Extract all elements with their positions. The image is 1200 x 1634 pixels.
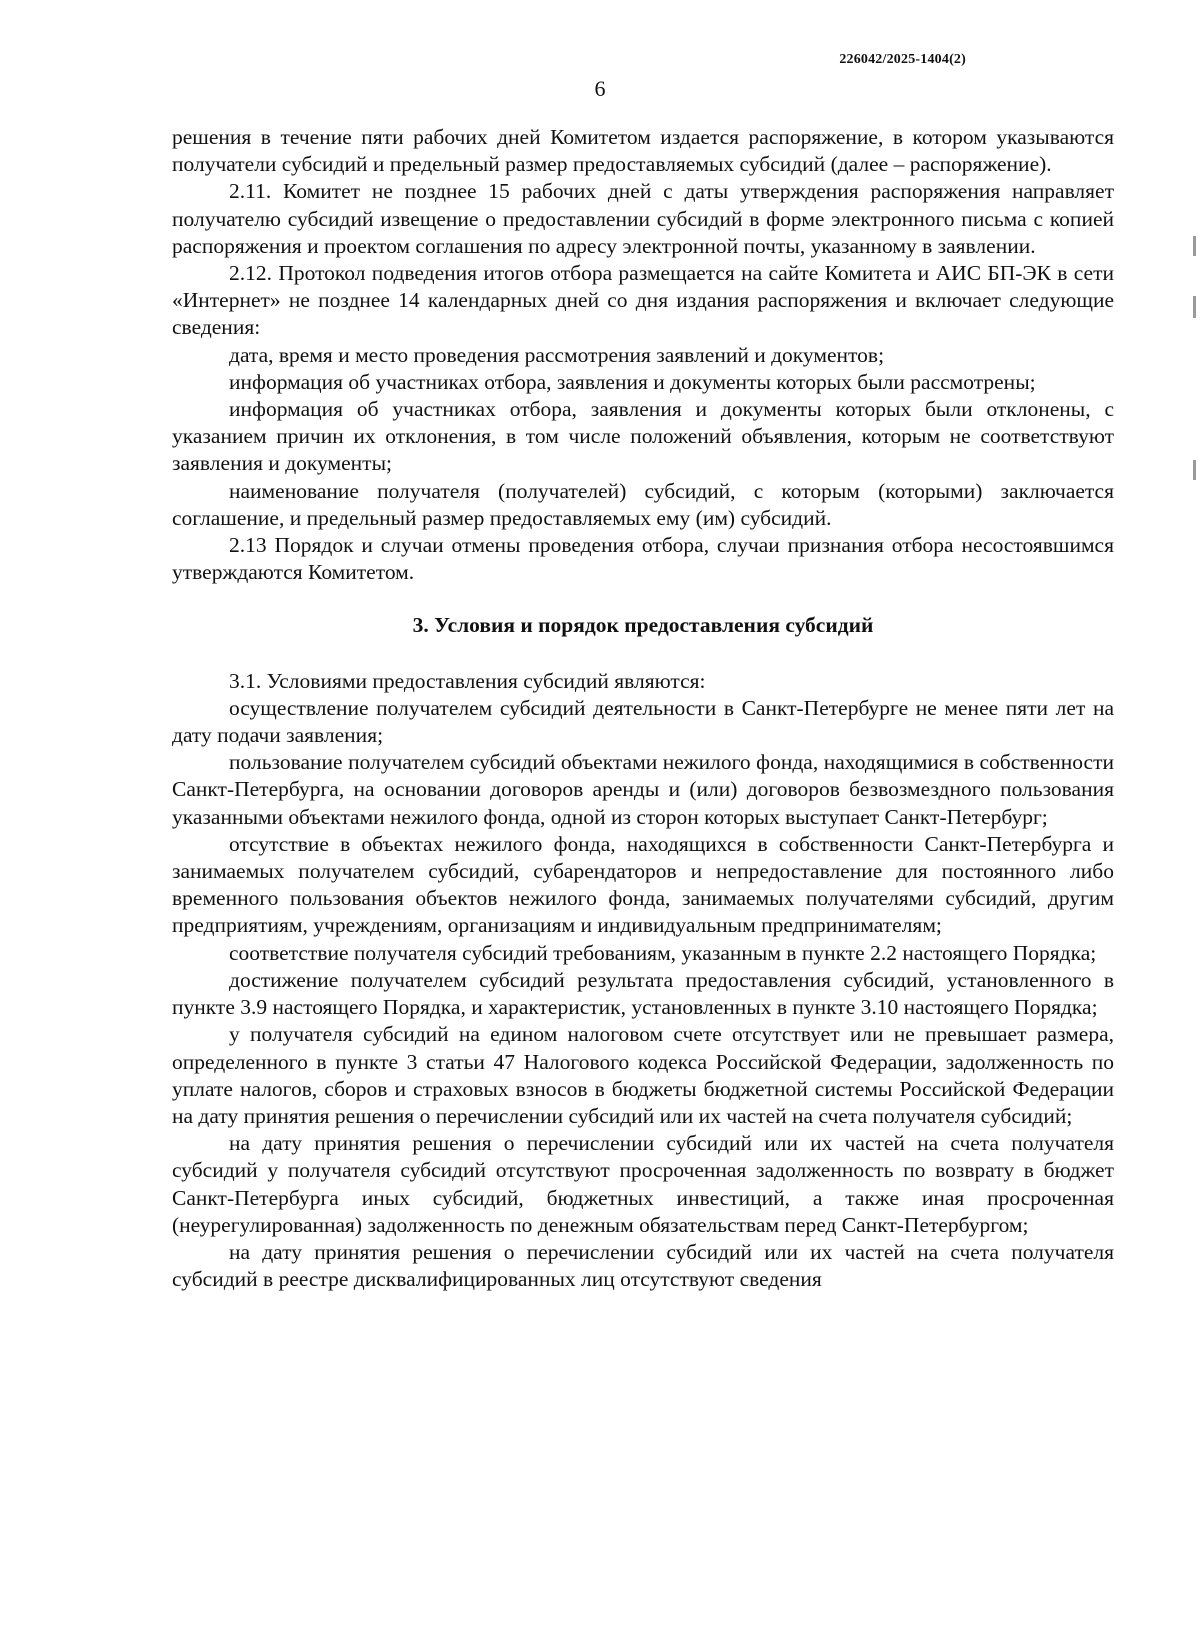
document-body	[172, 124, 1114, 1293]
paragraph: соответствие получателя субсидий требованиям, указанным в пункте 2.2 настоящего Порядка;	[229, 940, 1097, 965]
paragraph: наименование получателя (получателей) субсидий, с которым (которыми) заключается соглашение, и предельный размер предоставляемых ему (им) субсидий.	[172, 478, 1114, 530]
paragraph: достижение получателем субсидий результата предоставления субсидий, установленного в пункте 3.9 настоящего Порядка, и характеристик, установленных в пункте 3.10 настоящего Порядка;	[172, 967, 1114, 1020]
document-number: 226042/2025-1404(2)	[839, 52, 966, 67]
paragraph: отсутствие в объектах нежилого фонда, находящихся в собственности Санкт-Петербурга и занимаемых получателем субсидий, субарендаторов и непредоставление для постоянного либо временного пользования объектов нежилого фонда, занимаемых получателями субсидий, другим предприятиям, учреждениям, организациям и индивидуальным предпринимателям;	[172, 831, 1114, 938]
paragraph: информация об участниках отбора, заявления и документы которых были отклонены, с указанием причин их отклонения, в том числе положений объявления, которым не соответствуют заявления и документы;	[172, 397, 1114, 476]
paragraph: 2.13 Порядок и случаи отмены проведения отбора, случаи признания отбора несостоявшимся утверждаются Комитетом.	[172, 533, 1114, 585]
paragraph: пользование получателем субсидий объектами нежилого фонда, находящимися в собственности Санкт-Петербурга, на основании договоров аренды и (или) договоров безвозмездного пользования указанными объектами нежилого фонда, одной из сторон которых выступает Санкт-Петербург;	[172, 750, 1114, 829]
paragraph: 2.11. Комитет не позднее 15 рабочих дней с даты утверждения распоряжения направляет получателю субсидий извещение о предоставлении субсидий в форме электронного письма с копией распоряжения и проектом соглашения по адресу электронной почты, указанному в заявлении.	[172, 179, 1114, 258]
paragraph: на дату принятия решения о перечислении субсидий или их частей на счета получателя субсидий у получателя субсидий отсутствуют просроченная задолженность по возврату в бюджет Санкт-Петербурга иных субсидий, бюджетных инвестиций, а также иная просроченная (неурегулированная) задолженность по денежным обязательствам перед Санкт-Петербургом;	[172, 1131, 1114, 1237]
section-heading: 3. Условия и порядок предоставления субсидий	[412, 613, 874, 638]
scan-edge-mark	[1193, 460, 1196, 480]
paragraph: 2.12. Протокол подведения итогов отбора размещается на сайте Комитета и АИС БП-ЭК в сети «Интернет» не позднее 14 календарных дней со дня издания распоряжения и включает следующие сведения:	[172, 261, 1114, 340]
paragraph: дата, время и место проведения рассмотрения заявлений и документов;	[229, 342, 885, 367]
paragraph: у получателя субсидий на едином налоговом счете отсутствует или не превышает размера, определенного в пункте 3 статьи 47 Налогового кодекса Российской Федерации, задолженность по уплате налогов, сборов и страховых взносов в бюджеты бюджетной системы Российской Федерации на дату принятия решения о перечислении субсидий или их частей на счета получателя субсидий;	[172, 1022, 1114, 1128]
paragraph: осуществление получателем субсидий деятельности в Санкт-Петербурге не менее пяти лет на дату подачи заявления;	[172, 695, 1114, 748]
paragraph: 3.1. Условиями предоставления субсидий являются:	[229, 668, 706, 693]
scan-edge-mark	[1193, 236, 1196, 256]
paragraph: информация об участниках отбора, заявления и документы которых были рассмотрены;	[229, 369, 1036, 394]
page-number: 6	[594, 76, 606, 101]
paragraph: на дату принятия решения о перечислении субсидий или их частей на счета получателя субсидий в реестре дисквалифицированных лиц отсутствуют сведения	[172, 1239, 1114, 1292]
paragraph: решения в течение пяти рабочих дней Комитетом издается распоряжение, в котором указываются получатели субсидий и предельный размер предоставляемых субсидий (далее – распоряжение).	[172, 125, 1114, 177]
scan-edge-mark	[1193, 296, 1196, 318]
